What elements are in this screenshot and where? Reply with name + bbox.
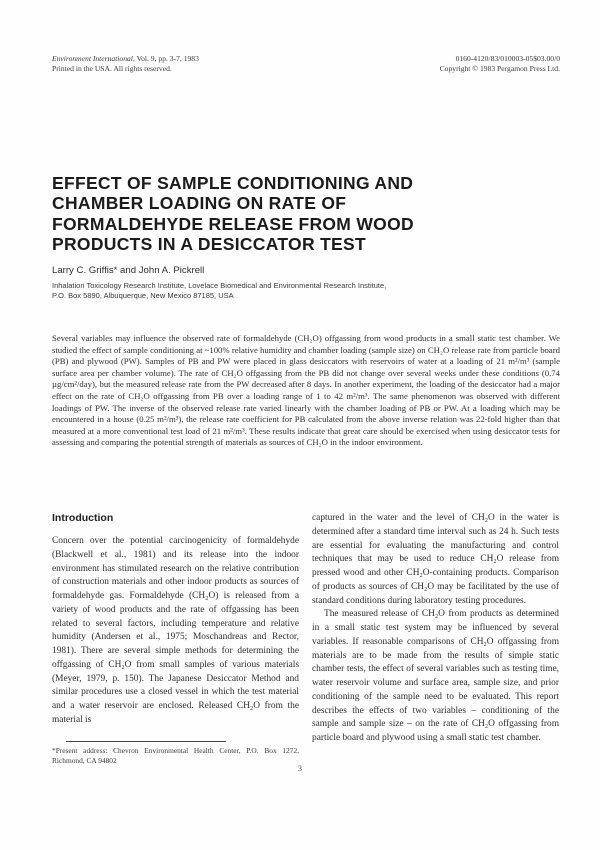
author-footnote: *Present address: Chevron Environmental Health Center, P.O. Box 1272, Richmond, CA 94802 <box>52 746 299 765</box>
journal-masthead <box>52 54 560 73</box>
introduction-right-paragraph-1: captured in the water and the level of CH₂O in the water is determined after a standard time interval such as 24 h. Such tests are essential for evaluating the manufacturing and control techniques that may be used to reduce CH₂O release from pressed wood and other CH₂O-containing products. Comparison of products as sources of CH₂O may be facilitated by the use of standard conditions during laboratory testing procedures. <box>312 513 559 606</box>
footnote-block <box>52 733 299 765</box>
page-number: 3 <box>298 764 302 773</box>
title-line-4: PRODUCTS IN A DESICCATOR TEST <box>52 234 366 255</box>
left-column <box>52 512 299 746</box>
title-line-2: CHAMBER LOADING ON RATE OF <box>52 193 347 214</box>
affiliation <box>52 281 472 300</box>
affiliation-line-2: P.O. Box 5890, Albuquerque, New Mexico 87185, USA <box>52 290 234 300</box>
journal-info <box>52 54 199 73</box>
journal-name: Environment International, <box>52 54 135 63</box>
printed-in-line: Printed in the USA. All rights reserved. <box>52 63 172 73</box>
title-line-1: EFFECT OF SAMPLE CONDITIONING AND <box>52 172 414 193</box>
affiliation-line-1: Inhalation Toxicology Research Institute, Lovelace Biomedical and Environmental Research Institute, <box>52 281 387 290</box>
right-column <box>312 512 559 746</box>
copyright-line: Copyright © 1983 Pergamon Press Ltd. <box>439 63 560 73</box>
article-title <box>52 173 512 255</box>
issn-line: 0160-4120/83/010003-05$03.00/0 <box>455 54 560 63</box>
journal-citation-line <box>52 54 199 64</box>
footnote-divider <box>66 741 226 742</box>
introduction-right-paragraph-2: The measured release of CH₂O from products as determined in a small static test system may be influenced by several variables. If reasonable comparisons of CH₂O offgassing from materials are to be made from the results of simple static chamber tests, the effect of several variables such as testing time, water reservoir volume and surface area, sample size, and prior conditioning of the sample need to be evaluated. This report describes the effects of two variables – conditioning of the sample and sample size – on the rate of CH₂O offgassing from particle board and plywood using a small static test chamber. <box>312 609 559 743</box>
copyright-info <box>440 54 560 73</box>
body-columns <box>52 512 560 746</box>
abstract-paragraph: Several variables may influence the observed rate of formaldehyde (CH₂O) offgassing from wood products in a small static test chamber. We studied the effect of sample conditioning at ~100% relative humidity and chamber loading (sample size) on CH₂O release rate from particle board (PB) and plywood (PW). Samples of PB and PW were placed in glass desiccators with reservoirs of water at a loading of 21 m²/m³ (sample surface area per chamber volume). The rate of CH₂O offgassing from the PB did not change over several weeks under these conditions (0.74 µg/cm²/day), but the measured release rate from the PW decreased after 8 days. In another experiment, the loading of the desiccator had a major effect on the rate of CH₂O offgassing from PB over a loading range of 1 to 42 m²/m³. The same phenomenon was observed with different loadings of PW. The inverse of the observed release rate varied linearly with the chamber loading of PB or PW. At a loading which may be encountered in a house (0.25 m²/m³), the release rate coefficient for PB calculated from the above inverse relation was 22-fold higher than that measured at a more conventional test load of 21 m²/m³. These results indicate that great care should be exercised when using desiccator tests for assessing and comparing the potential strength of materials as sources of CH₂O in the indoor environment. <box>52 333 560 448</box>
introduction-left-paragraph: Concern over the potential carcinogenicity of formaldehyde (Blackwell et al., 1981) and its release into the indoor environment has stimulated research on the relative contribution of construction materials and other indoor products as sources of formaldehyde gas. Formaldehyde (CH₂O) is released from a variety of wood products and the rate of offgassing has been related to several factors, including temperature and relative humidity (Andersen et al., 1975; Moschandreas and Rector, 1981). There are several simple methods for determining the offgassing of CH₂O from small samples of various materials (Meyer, 1979, p. 150). The Japanese Desiccator Method and similar procedures use a closed vessel in which the test material and a water reservoir are enclosed. Released CH₂O from the material is <box>52 536 299 725</box>
title-line-3: FORMALDEHYDE RELEASE FROM WOOD <box>52 213 414 234</box>
journal-issue: Vol. 9, pp. 3-7, 1983 <box>134 54 199 63</box>
introduction-heading: Introduction <box>52 512 114 524</box>
authors-line: Larry C. Griffis* and John A. Pickrell <box>52 265 205 276</box>
